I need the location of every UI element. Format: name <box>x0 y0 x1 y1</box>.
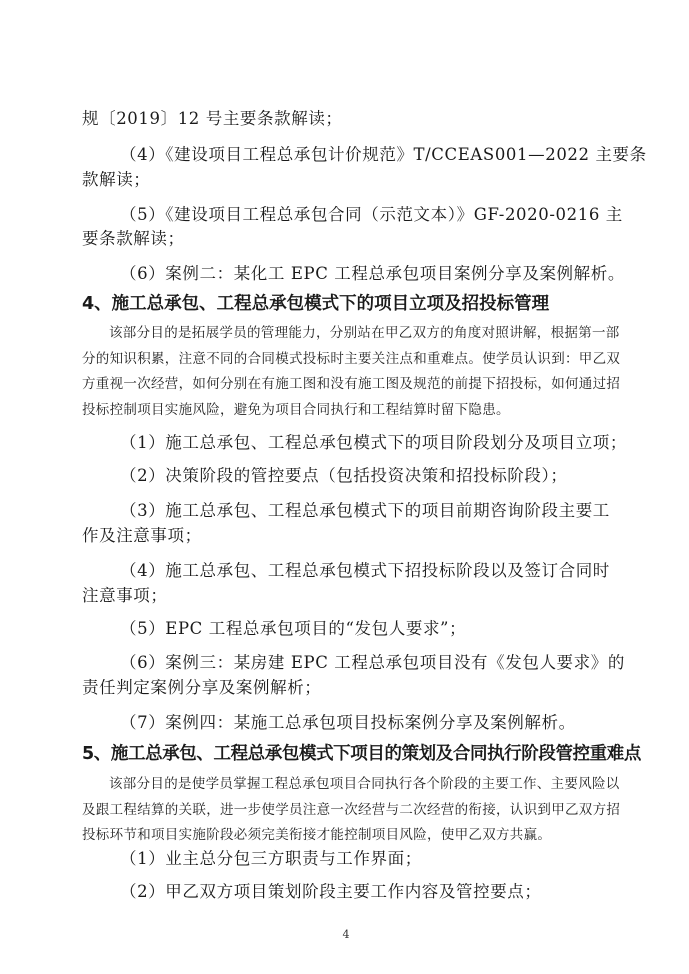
paragraph-line: 规〔2019〕12 号主要条款解读； <box>82 109 343 128</box>
list-item-continuation: 责任判定案例分享及案例解析； <box>82 678 322 697</box>
list-item: （4）施工总承包、工程总承包模式下招投标阶段以及签订合同时 <box>120 561 610 580</box>
section-intro: 该部分目的是拓展学员的管理能力，分别站在甲乙双方的角度对照讲解，根据第一部分的知识积累，注意不同的合同模式投标时主要关注点和重难点。使学员认识到：甲乙双方重视一次经营，如何分别在有施工图和没有施工图及规范的前提下招投标，如何通过招投标控制项目实施风险，避免为项目合同执行和工程结算时留下隐患。 <box>82 325 621 418</box>
section-heading: 4、施工总承包、工程总承包模式下的项目立项及招投标管理 <box>82 294 550 314</box>
list-item: （2）甲乙双方项目策划阶段主要工作内容及管控要点； <box>120 882 542 901</box>
list-item: （1）业主总分包三方职责与工作界面； <box>120 849 422 868</box>
list-item: （6）案例二：某化工 EPC 工程总承包项目案例分享及案例解析。 <box>120 264 625 283</box>
list-item: （5）EPC 工程总承包项目的“发包人要求”； <box>120 619 467 638</box>
list-item: （2）决策阶段的管控要点（包括投资决策和招投标阶段）； <box>120 466 568 485</box>
list-item-continuation: 要条款解读； <box>82 229 185 248</box>
list-item-continuation: 作及注意事项； <box>82 526 202 545</box>
list-item: （3）施工总承包、工程总承包模式下的项目前期咨询阶段主要工 <box>120 501 610 520</box>
list-item: （7）案例四：某施工总承包项目投标案例分享及案例解析。 <box>120 713 576 732</box>
page-number: 4 <box>342 928 350 941</box>
section-heading: 5、施工总承包、工程总承包模式下项目的策划及合同执行阶段管控重难点 <box>82 744 641 764</box>
list-item: （6）案例三：某房建 EPC 工程总承包项目没有《发包人要求》的 <box>120 653 625 672</box>
list-item-continuation: 注意事项； <box>82 586 168 605</box>
list-item: （5）《建设项目工程总承包合同（示范文本）》GF-2020-0216 主 <box>120 205 623 224</box>
list-item: （1）施工总承包、工程总承包模式下的项目阶段划分及项目立项； <box>120 433 627 452</box>
section-intro: 该部分目的是使学员掌握工程总承包项目合同执行各个阶段的主要工作、主要风险以及跟工程结算的关联，进一步使学员注意一次经营与二次经营的衔接，认识到甲乙双方招投标环节和项目实施阶段必须完美衔接才能控制项目风险，使甲乙双方共赢。 <box>82 776 621 843</box>
list-item-continuation: 款解读； <box>82 170 151 189</box>
list-item: （4）《建设项目工程总承包计价规范》T/CCEAS001—2022 主要条 <box>120 145 647 164</box>
